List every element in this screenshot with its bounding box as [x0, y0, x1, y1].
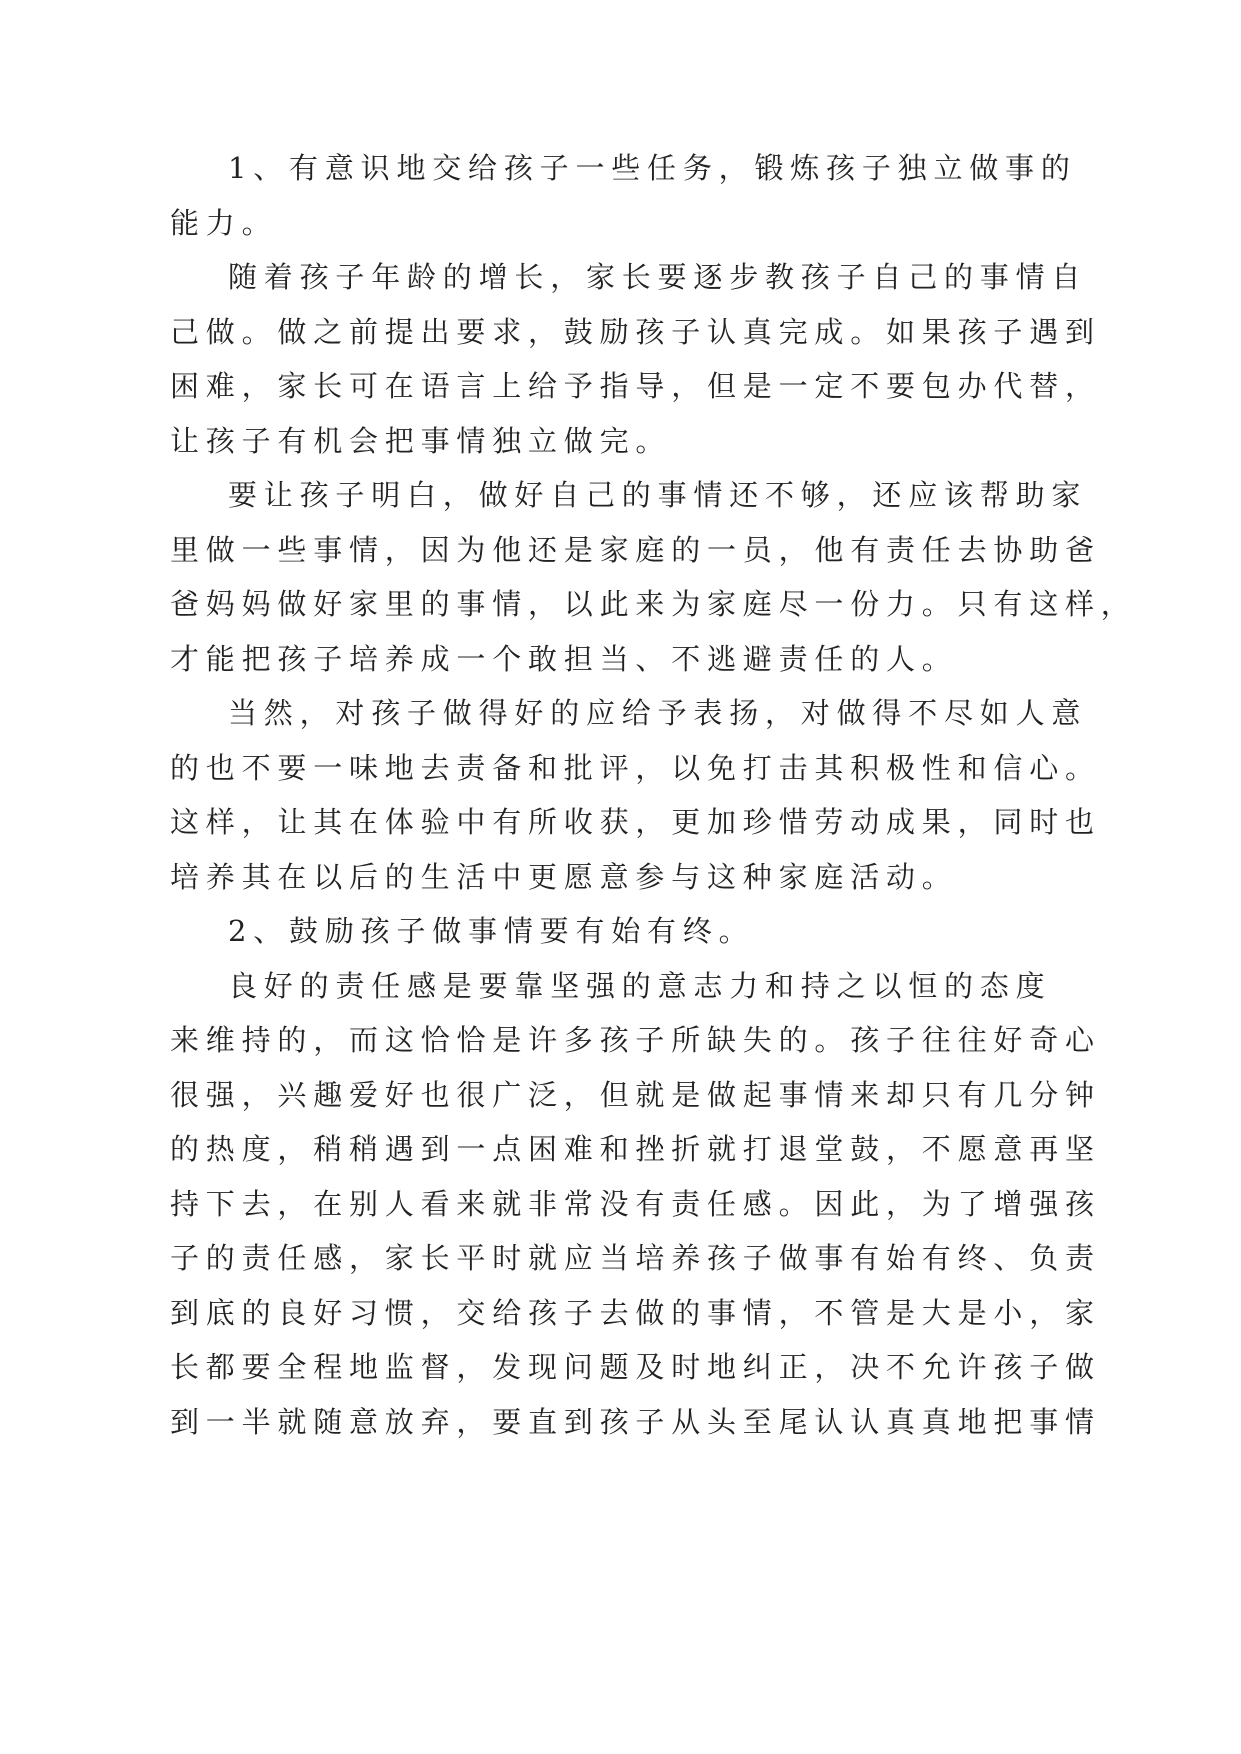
- text-line: 到底的良好习惯，交给孩子去做的事情，不管是大是小，家: [170, 1295, 1101, 1330]
- text-line: 良好的责任感是要靠坚强的意志力和持之以恒的态度: [228, 968, 1052, 1003]
- text-line: 这样，让其在体验中有所收获，更加珍惜劳动成果，同时也: [170, 805, 1101, 839]
- text-line: 困难，家长可在语言上给予指导，但是一定不要包办代替，: [170, 369, 1101, 403]
- text-line: 2、鼓励孩子做事情要有始有终。: [228, 914, 755, 948]
- text-line: 1、有意识地交给孩子一些任务，锻炼孩子独立做事的: [228, 151, 1077, 185]
- text-line: 才能把孩子培养成一个敢担当、不逃避责任的人。: [170, 641, 958, 676]
- text-line: 子的责任感，家长平时就应当培养孩子做事有始有终、负责: [170, 1241, 1101, 1275]
- text-line: 能力。: [170, 205, 278, 240]
- text-line: 很强，兴趣爱好也很广泛，但就是做起事情来却只有几分钟: [170, 1077, 1101, 1112]
- text-line: 到一半就随意放弃，要直到孩子从头至尾认认真真地把事情: [170, 1404, 1101, 1439]
- text-line: 来维持的，而这恰恰是许多孩子所缺失的。孩子往往好奇心: [170, 1023, 1101, 1057]
- text-line: 让孩子有机会把事情独立做完。: [170, 423, 672, 458]
- text-line: 要让孩子明白，做好自己的事情还不够，还应该帮助家: [228, 478, 1088, 512]
- text-line: 的也不要一味地去责备和批评，以免打击其积极性和信心。: [170, 750, 1101, 785]
- text-line: 长都要全程地监督，发现问题及时地纠正，决不允许孩子做: [170, 1350, 1101, 1384]
- text-line: 己做。做之前提出要求，鼓励孩子认真完成。如果孩子遇到: [170, 314, 1101, 349]
- text-line: 里做一些事情，因为他还是家庭的一员，他有责任去协助爸: [170, 532, 1101, 567]
- text-line: 持下去，在别人看来就非常没有责任感。因此，为了增强孩: [170, 1186, 1101, 1221]
- text-line: 培养其在以后的生活中更愿意参与这种家庭活动。: [170, 859, 958, 894]
- body-text: [170, 141, 1137, 1449]
- text-line: 的热度，稍稍遇到一点困难和挫折就打退堂鼓，不愿意再坚: [170, 1132, 1101, 1166]
- text-line: 爸妈妈做好家里的事情，以此来为家庭尽一份力。只有这样，: [170, 587, 1137, 621]
- text-line: 当然，对孩子做得好的应给予表扬，对做得不尽如人意: [228, 696, 1088, 730]
- text-line: 随着孩子年龄的增长，家长要逐步教孩子自己的事情自: [228, 260, 1088, 294]
